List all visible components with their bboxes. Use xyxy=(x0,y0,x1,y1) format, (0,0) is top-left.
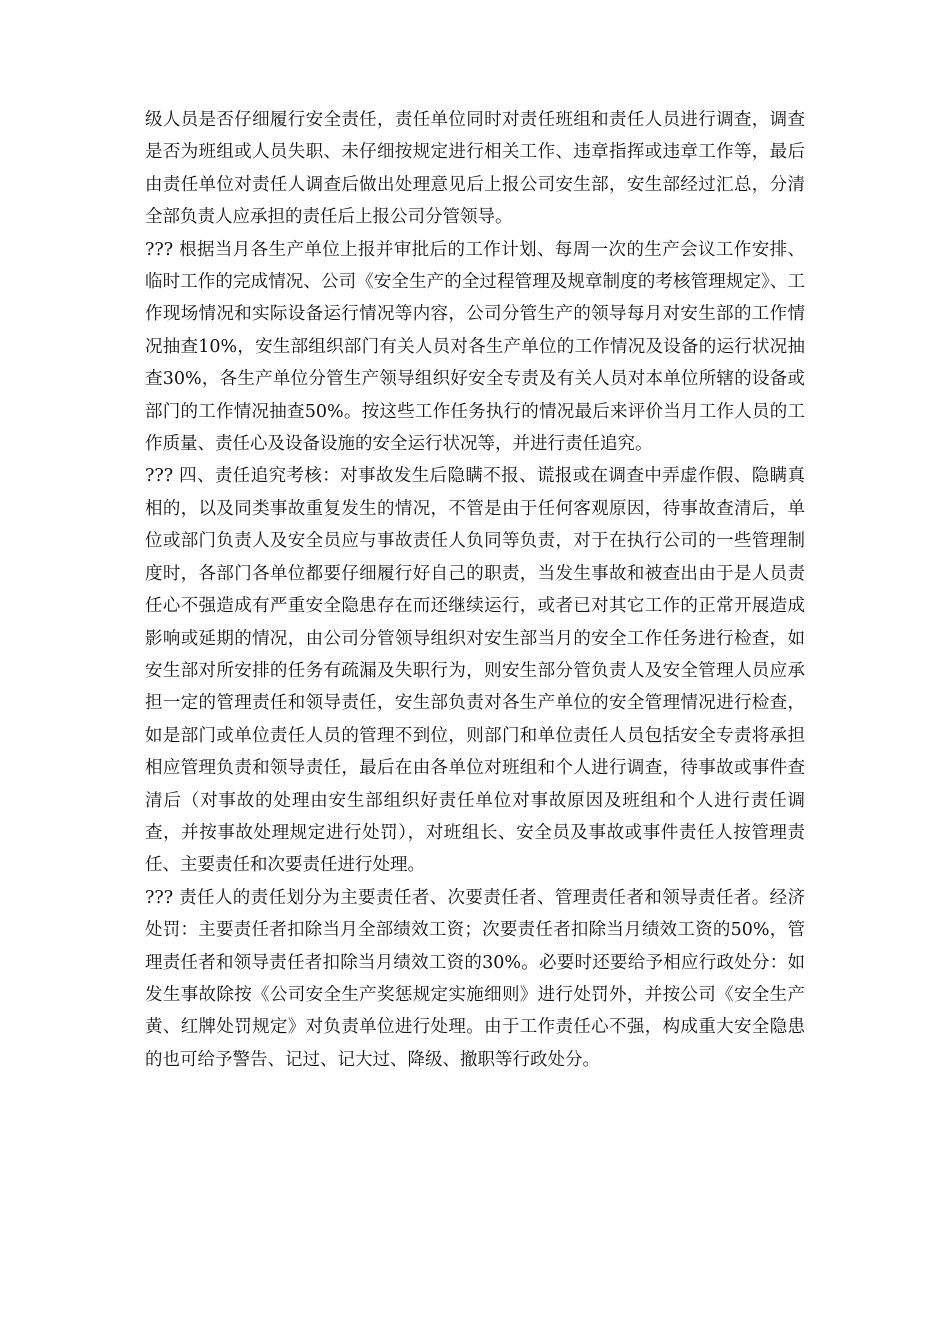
paragraph-inspection-rules: ??? 根据当月各生产单位上报并审批后的工作计划、每周一次的生产会议工作安排、临时工作的完成情况、公司《安全生产的全过程管理及规章制度的考核管理规定》、工作现场情况和实际设备运行情况等内容，公司分管生产的领导每月对安生部的工作情况抽查10%，安生部组织部门有关人员对各生产单位的工作情况及设备的运行状况抽查30%，各生产单位分管生产领导组织好安全专责及有关人员对本单位所辖的设备或部门的工作情况抽查50%。按这些工作任务执行的情况最后来评价当月工作人员的工作质量、责任心及设备设施的安全运行状况等，并进行责任追究。 xyxy=(145,239,805,455)
paragraph-accountability: ??? 四、责任追究考核：对事故发生后隐瞒不报、谎报或在调查中弄虚作假、隐瞒真相的，以及同类事故重复发生的情况，不管是由于任何客观原因，待事故查清后，单位或部门负责人及安全员应与事故责任人负同等负责，对于在执行公司的一些管理制度时，各部门各单位都要仔细履行好自己的职责，当发生事故和被查出由于是人员责任心不强造成有严重安全隐患存在而还继续运行，或者已对其它工作的正常开展造成影响或延期的情况，由公司分管领导组织对安生部当月的安全工作任务进行检查，如安生部对所安排的任务有疏漏及失职行为，则安生部分管负责人及安全管理人员应承担一定的管理责任和领导责任，安生部负责对各生产单位的安全管理情况进行检查，如是部门或单位责任人员的管理不到位，则部门和单位责任人员包括安全专责将承担相应管理负责和领导责任，最后在由各单位对班组和个人进行调查，待事故或事件查清后（对事故的处理由安生部组织好责任单位对事故原因及班组和个人进行责任调查，并按事故处理规定进行处罚），对班组长、安全员及事故或事件责任人按管理责任、主要责任和次要责任进行处理。 xyxy=(145,466,805,876)
paragraph-continuation: 级人员是否仔细履行安全责任，责任单位同时对责任班组和责任人员进行调查，调查是否为班组或人员失职、未仔细按规定进行相关工作、违章指挥或违章工作等，最后由责任单位对责任人调查后做出处理意见后上报公司安生部，安生部经过汇总，分清全部负责人应承担的责任后上报公司分管领导。 xyxy=(145,110,805,228)
document-page xyxy=(145,104,805,1304)
paragraph-penalties: ??? 责任人的责任划分为主要责任者、次要责任者、管理责任者和领导责任者。经济处罚：主要责任者扣除当月全部绩效工资；次要责任者扣除当月绩效工资的50%，管理责任者和领导责任者扣除当月绩效工资的30%。必要时还要给予相应行政处分：如发生事故除按《公司安全生产奖惩规定实施细则》进行处罚外，并按公司《安全生产黄、红牌处罚规定》对负责单位进行处理。由于工作责任心不强，构成重大安全隐患的也可给予警告、记过、记大过、降级、撤职等行政处分。 xyxy=(145,887,805,1070)
